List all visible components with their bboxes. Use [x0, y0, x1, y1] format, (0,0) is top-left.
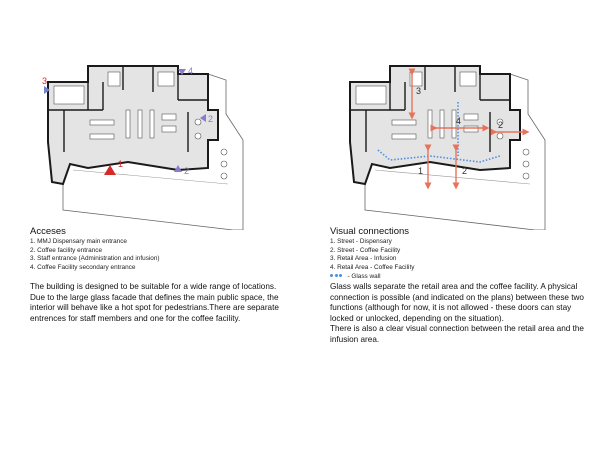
marker-label: 2: [184, 166, 190, 176]
legend-item: 3. Retail Area - Infusion: [330, 255, 397, 263]
accesses-floor-plan: [28, 52, 248, 230]
marker-label: 4: [188, 66, 194, 76]
triangle-icon: [104, 165, 116, 175]
marker-label: 4: [456, 116, 462, 126]
marker-label: 3: [42, 76, 48, 86]
building-footprint: [48, 66, 218, 184]
description-paragraph: Glass walls separate the retail area and the coffee facility. A physical connection is possible (and indicated on the plans) between these two functions (although for now, it is not allowed - these doors can stay locked or unlocked, depending on the situation).: [330, 282, 584, 323]
legend-list: [30, 238, 160, 272]
glass-wall-label: - Glass wall: [347, 273, 381, 281]
legend-title: Visual connections: [330, 226, 410, 237]
legend-title: Acceses: [30, 226, 66, 237]
description-paragraph: The building is designed to be suitable for a wide range of locations. Due to the large glass facade that defines the main public space, the interior will behave like a hot spot for pedestrians.There are separate entrences for staff members and one for the coffee facility.: [30, 282, 279, 323]
visual-connections-floor-plan: [330, 52, 550, 230]
sidewalk-line: [73, 170, 228, 184]
description-text: [330, 282, 585, 346]
marker-label: 2: [498, 120, 504, 130]
marker-label: 2: [462, 166, 468, 176]
legend-item: 2. Coffee facility entrance: [30, 246, 102, 254]
building-footprint: [350, 66, 520, 184]
legend-item: 1. Street - Dispensary: [330, 238, 392, 245]
glass-wall-icon: [330, 272, 344, 281]
right-panel: [300, 0, 600, 450]
marker-label: 1: [118, 159, 124, 169]
legend-list: [330, 238, 414, 282]
glass-wall-legend: [330, 272, 414, 282]
legend-item: 4. Coffee Facility secondary entrance: [30, 263, 136, 271]
marker-label: 1: [418, 166, 424, 176]
description-paragraph: There is also a clear visual connection between the retail area and the infusion area.: [330, 324, 584, 344]
legend-item: 4. Retail Area - Coffee Facility: [330, 263, 415, 271]
legend-item: 1. MMJ Dispensary main entrance: [30, 238, 127, 245]
marker-label: 2: [208, 114, 214, 124]
sidewalk-line: [375, 170, 530, 184]
legend-item: 2. Street - Coffee Facility: [330, 246, 401, 254]
marker-label: 3: [416, 86, 422, 96]
legend-item: 3. Staff entrance (Administration and infusion): [30, 255, 160, 263]
description-text: [30, 282, 285, 324]
